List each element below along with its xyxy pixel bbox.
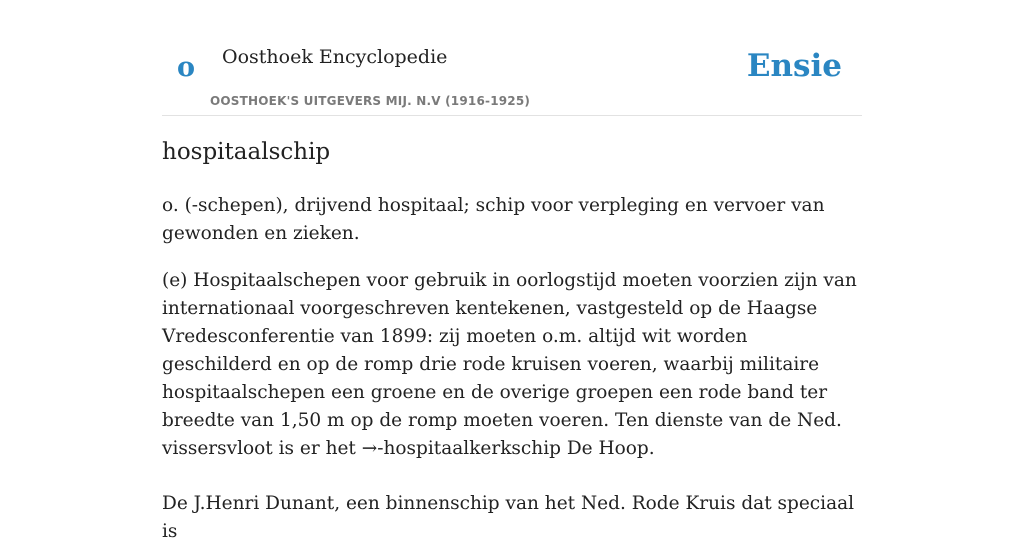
source-title-link[interactable]: Oosthoek Encyclopedie (222, 46, 448, 68)
ensie-brand-logo[interactable]: Ensie (746, 48, 842, 84)
page-container (162, 0, 862, 542)
entry-paragraph-continued: De J.Henri Dunant, een binnenschip van het Ned. Rode Kruis dat speciaal is (162, 493, 855, 542)
entry-title: hospitaalschip (162, 139, 331, 165)
source-publisher: OOSTHOEK'S UITGEVERS MIJ. N.V (1916-1925) (210, 94, 531, 108)
source-logo[interactable]: o (177, 52, 196, 83)
entry-paragraph-definition: o. (-schepen), drijvend hospitaal; schip voor verpleging en vervoer van gewonden en zieken. (162, 195, 825, 244)
source-header (162, 0, 862, 116)
entry-paragraph-details: (e) Hospitaalschepen voor gebruik in oorlogstijd moeten voorzien zijn van internationaal voorgeschreven kentekenen, vastgesteld op de Haagse Vredesconferentie van 1899: zij moeten o.m. altijd wit worden geschilderd en op de romp drie rode kruisen voeren, waarbij militaire hospitaalschepen een groene en de overige groepen een rode band ter breedte van 1,50 m op de romp moeten voeren. Ten dienste van de Ned. vissersvloot is er het →-hospitaalkerkschip De Hoop. (162, 270, 857, 459)
